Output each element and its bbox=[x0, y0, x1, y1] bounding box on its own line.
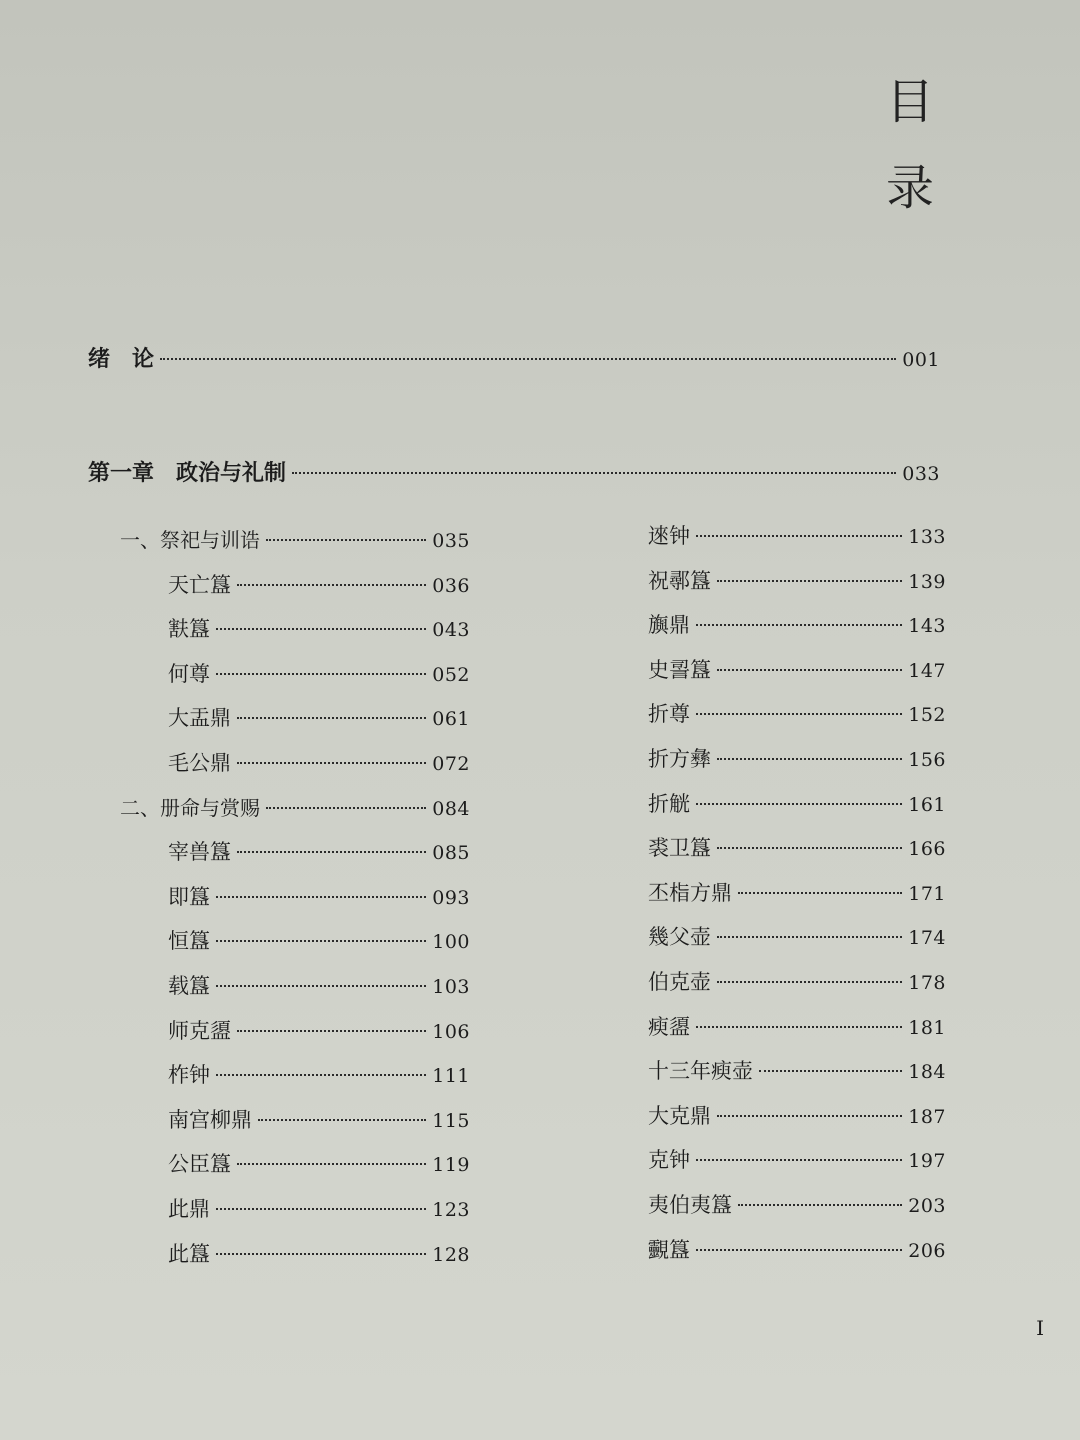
toc-entry[interactable] bbox=[648, 565, 946, 595]
toc-entry-page: 203 bbox=[908, 1195, 946, 1217]
toc-entry-label: 伯克壶 bbox=[648, 970, 711, 994]
toc-entry-label: 天亡簋 bbox=[168, 572, 231, 597]
dot-leader bbox=[266, 807, 426, 809]
toc-entry[interactable] bbox=[648, 788, 946, 818]
toc-entry-chapter-1[interactable] bbox=[88, 456, 940, 487]
dot-leader bbox=[216, 673, 426, 675]
toc-entry[interactable] bbox=[168, 1104, 470, 1134]
toc-entry[interactable] bbox=[648, 1055, 946, 1085]
dot-leader bbox=[696, 803, 902, 805]
toc-entry-label: 大克鼎 bbox=[648, 1103, 711, 1128]
toc-entry[interactable] bbox=[168, 1015, 470, 1045]
toc-entry-page: 106 bbox=[432, 1020, 470, 1043]
toc-entry-page: 166 bbox=[908, 838, 946, 861]
dot-leader bbox=[696, 1026, 902, 1028]
toc-entry-page: 156 bbox=[908, 749, 946, 771]
toc-entry-label: 此簋 bbox=[168, 1241, 210, 1266]
dot-leader bbox=[266, 539, 426, 541]
toc-entry[interactable] bbox=[168, 613, 470, 643]
toc-entry-label: 二、册命与赏赐 bbox=[120, 795, 260, 820]
toc-entry-label: 公臣簋 bbox=[168, 1152, 231, 1177]
dot-leader bbox=[717, 580, 902, 582]
dot-leader bbox=[216, 628, 426, 630]
toc-entry[interactable] bbox=[168, 747, 470, 777]
toc-entry[interactable] bbox=[168, 925, 470, 955]
toc-entry-page: 184 bbox=[908, 1061, 946, 1084]
toc-entry-label: 宰兽簋 bbox=[168, 840, 231, 865]
toc-entry-page: 111 bbox=[432, 1065, 470, 1088]
toc-entry-page: 036 bbox=[432, 574, 470, 597]
toc-entry[interactable] bbox=[168, 1148, 470, 1178]
toc-entry-label: 丕栺方鼎 bbox=[648, 880, 732, 905]
toc-entry-page: 197 bbox=[908, 1150, 946, 1173]
toc-entry-label: 此鼎 bbox=[168, 1197, 210, 1221]
toc-entry[interactable] bbox=[648, 966, 946, 996]
toc-entry-page: 161 bbox=[908, 793, 946, 816]
dot-leader bbox=[717, 1115, 902, 1117]
dot-leader bbox=[216, 896, 426, 898]
toc-entry-label: 何尊 bbox=[168, 661, 210, 686]
toc-entry-label: 夷伯夷簋 bbox=[648, 1193, 732, 1217]
toc-entry-page: 133 bbox=[908, 526, 946, 548]
toc-entry-label: 载簋 bbox=[168, 974, 210, 998]
dot-leader bbox=[696, 1159, 902, 1161]
toc-entry-page: 152 bbox=[908, 704, 946, 727]
toc-entry[interactable] bbox=[168, 1238, 470, 1268]
toc-entry-page: 061 bbox=[432, 708, 470, 731]
toc-entry-page: 033 bbox=[902, 463, 940, 485]
toc-entry-page: 115 bbox=[432, 1109, 470, 1132]
toc-entry[interactable] bbox=[168, 836, 470, 866]
toc-entry[interactable] bbox=[648, 1234, 946, 1264]
toc-entry-label: 旟鼎 bbox=[648, 613, 690, 638]
toc-entry[interactable] bbox=[648, 743, 946, 773]
toc-entry-page: 178 bbox=[908, 972, 946, 994]
toc-entry-label: 一、祭祀与训诰 bbox=[120, 528, 260, 552]
toc-entry-label: 第一章 政治与礼制 bbox=[88, 460, 287, 486]
toc-entry[interactable] bbox=[648, 877, 946, 907]
toc-entry-label: 克钟 bbox=[648, 1148, 690, 1173]
toc-entry-label: 南宫柳鼎 bbox=[168, 1107, 252, 1132]
toc-entry[interactable] bbox=[168, 881, 470, 911]
toc-entry-label: 逨钟 bbox=[648, 524, 690, 548]
dot-leader bbox=[717, 981, 902, 983]
toc-entry[interactable] bbox=[648, 520, 946, 550]
toc-entry[interactable] bbox=[168, 702, 470, 732]
toc-title-char-2: 录 bbox=[886, 160, 935, 216]
toc-entry-page: 187 bbox=[908, 1105, 946, 1128]
toc-entry-label: 大盂鼎 bbox=[168, 706, 231, 731]
dot-leader bbox=[237, 1163, 426, 1165]
dot-leader bbox=[759, 1070, 902, 1072]
toc-entry-label: 十三年瘐壶 bbox=[648, 1059, 753, 1084]
toc-entry[interactable] bbox=[168, 658, 470, 688]
toc-entry-label: 䚖簋 bbox=[648, 1237, 690, 1262]
toc-entry[interactable] bbox=[168, 1059, 470, 1089]
dot-leader bbox=[738, 1204, 902, 1206]
toc-entry-page: 181 bbox=[908, 1016, 946, 1039]
toc-entry-page: 043 bbox=[432, 619, 470, 642]
toc-entry-label: 㝬簋 bbox=[168, 617, 210, 642]
toc-entry-label: 柞钟 bbox=[168, 1063, 210, 1088]
toc-section-entry[interactable] bbox=[120, 792, 470, 821]
toc-entry[interactable] bbox=[168, 569, 470, 599]
toc-entry-label: 折尊 bbox=[648, 702, 690, 727]
toc-entry-label: 祝鄩簋 bbox=[648, 568, 711, 593]
toc-entry[interactable] bbox=[648, 1011, 946, 1041]
toc-entry-page: 147 bbox=[908, 659, 946, 682]
toc-entry-page: 119 bbox=[432, 1154, 470, 1177]
toc-entry-page: 206 bbox=[908, 1239, 946, 1262]
toc-entry-page: 171 bbox=[908, 882, 946, 905]
dot-leader bbox=[738, 892, 902, 894]
dot-leader bbox=[696, 1249, 902, 1251]
toc-entry-page: 001 bbox=[902, 349, 940, 371]
toc-entry-page: 035 bbox=[432, 530, 470, 552]
dot-leader bbox=[696, 713, 902, 715]
dot-leader bbox=[216, 1208, 426, 1210]
dot-leader bbox=[717, 669, 902, 671]
toc-entry-page: 093 bbox=[432, 886, 470, 909]
page-number: I bbox=[1036, 1316, 1044, 1340]
dot-leader bbox=[216, 940, 426, 942]
dot-leader bbox=[292, 472, 896, 474]
dot-leader bbox=[216, 1074, 426, 1076]
dot-leader bbox=[258, 1119, 426, 1121]
toc-entry-label: 史䛐簋 bbox=[648, 657, 711, 682]
dot-leader bbox=[237, 762, 426, 764]
toc-title-char-1: 目 bbox=[886, 74, 935, 130]
dot-leader bbox=[237, 584, 426, 586]
toc-entry-intro[interactable] bbox=[88, 342, 940, 373]
dot-leader bbox=[237, 851, 426, 853]
toc-entry-page: 100 bbox=[432, 931, 470, 954]
toc-entry-label: 瘐盨 bbox=[648, 1014, 690, 1039]
dot-leader bbox=[216, 1253, 426, 1255]
toc-entry[interactable] bbox=[648, 698, 946, 728]
toc-entry-page: 072 bbox=[432, 753, 470, 775]
dot-leader bbox=[717, 758, 902, 760]
toc-entry-page: 143 bbox=[908, 615, 946, 638]
toc-entry-label: 幾父壶 bbox=[648, 925, 711, 950]
toc-entry[interactable] bbox=[648, 1100, 946, 1130]
toc-entry[interactable] bbox=[648, 654, 946, 684]
toc-entry-label: 师克盨 bbox=[168, 1018, 231, 1043]
toc-entry-page: 084 bbox=[432, 797, 470, 820]
toc-entry[interactable] bbox=[648, 1189, 946, 1219]
toc-entry-label: 毛公鼎 bbox=[168, 751, 231, 775]
toc-entry[interactable] bbox=[648, 1144, 946, 1174]
toc-entry-label: 折方彝 bbox=[648, 747, 711, 771]
toc-entry[interactable] bbox=[648, 609, 946, 639]
dot-leader bbox=[717, 936, 902, 938]
toc-entry-label: 绪 论 bbox=[88, 346, 155, 372]
toc-entry-page: 174 bbox=[908, 927, 946, 950]
toc-entry[interactable] bbox=[168, 970, 470, 1000]
toc-entry-page: 139 bbox=[908, 570, 946, 593]
dot-leader bbox=[717, 847, 902, 849]
toc-entry[interactable] bbox=[168, 1193, 470, 1223]
toc-entry[interactable] bbox=[648, 832, 946, 862]
toc-entry-label: 即簋 bbox=[168, 884, 210, 909]
toc-entry-label: 折觥 bbox=[648, 791, 690, 816]
toc-entry[interactable] bbox=[648, 921, 946, 951]
dot-leader bbox=[216, 985, 426, 987]
dot-leader bbox=[237, 1030, 426, 1032]
toc-entry-label: 裘卫簋 bbox=[648, 836, 711, 861]
toc-section-entry[interactable] bbox=[120, 524, 470, 553]
toc-entry-page: 103 bbox=[432, 976, 470, 998]
dot-leader bbox=[696, 535, 902, 537]
dot-leader bbox=[237, 717, 426, 719]
toc-entry-page: 085 bbox=[432, 842, 470, 865]
toc-entry-page: 052 bbox=[432, 663, 470, 686]
dot-leader bbox=[696, 624, 902, 626]
toc-entry-label: 恒簋 bbox=[168, 929, 210, 954]
toc-entry-page: 128 bbox=[432, 1243, 470, 1266]
toc-entry-page: 123 bbox=[432, 1199, 470, 1221]
dot-leader bbox=[160, 358, 896, 360]
